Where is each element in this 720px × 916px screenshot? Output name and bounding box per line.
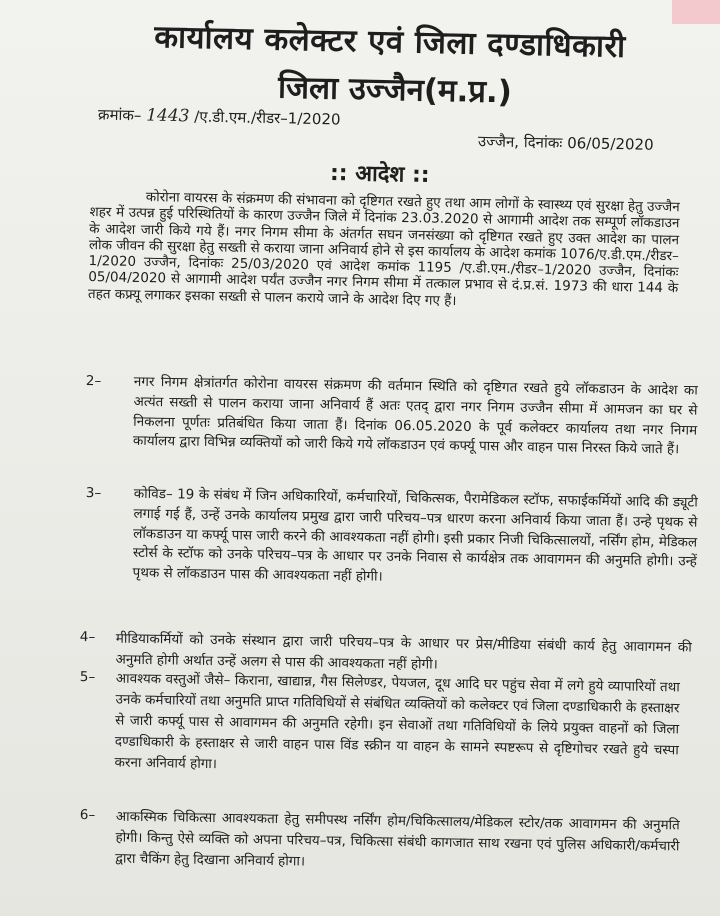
point-number: 2– xyxy=(85,372,102,390)
point-number: 6– xyxy=(79,806,96,824)
point-text: नगर निगम क्षेत्रांतर्गत कोरोना वायरस संक्रमण की वर्तमान स्थिति को दृष्टिगत रखते हुये लॉकडाउन के आदेश का अत्यंत सख्ती से पालन कराया जाना अनिवार्य हैं अतः एतद् द्वारा नगर निगम उज्जैन सीमा में आमजन का घर से निकलना पूर्णतः प्रतिबंधित किया जाता हैं। दिनांक 06.05.2020 के पूर्व कलेक्टर कार्यालय तथा नगर निगम कार्यालय द्वारा विभिन्न व्यक्तियों को जारी किये गये लॉकडाउन एवं कर्फ्यू पास और वाहन पास निरस्त किये जाते हैं। xyxy=(132,373,698,458)
point-number: 4– xyxy=(79,628,96,646)
office-header-line1: कार्यालय कलेक्टर एवं जिला दण्डाधिकारी xyxy=(153,19,627,65)
order-point-3 xyxy=(84,484,697,593)
reference-prefix: क्रमांक– xyxy=(97,105,142,125)
office-header-line2: जिला उज्जैन(म.प्र.) xyxy=(277,69,513,111)
point-text: कोविड– 19 के संबंध में जिन अधिकारियों, कर्मचारियों, चिकित्सक, पैरामेडिकल स्टॉफ, सफाईकर्मियों आदि की ड्यूटी लगाई गई हैं, उन्हें उनके कार्यालय प्रमुख द्वारा जारी परिचय–पत्र धारण करना अनिवार्य किया जाता हैं। उन्हे पृथक से लॉकडाउन या कर्फ्यू पास जारी करने की आवश्यकता नहीं होगी। इसी प्रकार निजी चिकित्सालयों, नर्सिंग होम, मेडिकल स्टोर्स के स्टॉफ को उनके परिचय–पत्र के आधार पर उनके निवास से कार्यक्षेत्र तक आवागमन की अनुमति होगी। उन्हें पृथक से लॉकडाउन पास की आवश्यकता नहीं होगी। xyxy=(132,485,698,585)
handwritten-order-number: 1443 xyxy=(145,105,190,127)
point-number: 5– xyxy=(79,668,96,686)
order-point-5 xyxy=(78,668,680,782)
point-text: आकस्मिक चिकित्सा आवश्यकता हेतु समीपस्थ नर्सिंग होम/चिकित्सालय/मेडिकल स्टोर/तक आवागमन की अनुमति होगी। किन्तु ऐसे व्यक्ति को अपना परिचय–पत्र, चिकित्सा संबंधी कागजात साथ रखना एवं पुलिस अधिकारी/कर्मचारी द्वारा चैकिंग हेतु दिखाना अनिवार्य होगा। xyxy=(115,808,680,870)
order-title: :: आदेश :: xyxy=(329,160,430,189)
point-number: 3– xyxy=(85,484,102,502)
order-point-6 xyxy=(79,806,680,878)
order-date: उज्जैन, दिनांकः 06/05/2020 xyxy=(477,132,654,154)
point-text: आवश्यक वस्तुओं जैसे– किराना, खाद्यान्न, गैस सिलेण्डर, पेयजल, दूध आदि घर पहुंच सेवा में लगे हुये व्यापारियों तथा उनके कर्मचारियों तथा अनुमति प्राप्त गतिविधियों से संबंधित व्यक्तियों को कलेक्टर एवं जिला दण्डाधिकारी के हस्ताक्षर से जारी कर्फ्यू पास से आवागमन की अनुमति रहेगी। इन सेवाओं तथा गतिविधियों के लिये प्रयुक्त वाहनों को जिला दण्डाधिकारी के हस्ताक्षर से जारी वाहन पास विंड स्क्रीन या वाहन के सामने स्पष्टरूप से दृष्टिगोचर रखते हुये चस्पा करना अनिवार्य होगा। xyxy=(114,670,680,773)
pink-corner-mark xyxy=(672,0,720,24)
order-point-2 xyxy=(85,372,698,461)
intro-paragraph: कोरोना वायरस के संक्रमण की संभावना को दृष्टिगत रखते हुए तथा आम लोगों के स्वास्थ्य एवं सुरक्षा हेतु उज्जैन शहर में उत्पन्न हुई परिस्थितियों के कारण उज्जैन जिले में दिनांक 23.03.2020 से आगामी आदेश तक सम्पूर्ण लॉकडाउन के आदेश जारी किये गये हैं। नगर निगम सीमा के अंतर्गत सघन जनसंख्या को दृष्टिगत रखते हुए उक्त आदेश का पालन लोक जीवन की सुरक्षा हेतु सख्ती से कराया जाना अनिवार्य होने से इस कार्यालय के आदेश कमांक 1076/ए.डी.एम./रीडर–1/2020 उज्जैन, दिनांकः 25/03/2020 एवं आदेश कमांक 1195 /ए.डी.एम./रीडर–1/2020 उज्जैन, दिनांकः 05/04/2020 से आगामी आदेश पर्यंत उज्जैन नगर निगम सीमा में तत्काल प्रभाव से दं.प्र.सं. 1973 की धारा 144 के तहत कफ्र्यू लगाकर इसका सख्ती से पालन कराये जाने के आदेश दिए गए हैं। xyxy=(87,189,680,309)
point-text: मीडियाकर्मियों को उनके संस्थान द्वारा जारी परिचय–पत्र के आधार पर प्रेस/मीडिया संबंधी कार्य हेतु आवागमन की अनुमति होगी अर्थात उन्हें अलग से पास की आवश्यकता नहीं होगी। xyxy=(115,630,692,673)
order-reference xyxy=(98,104,341,129)
reference-suffix: /ए.डी.एम./रीडर–1/2020 xyxy=(194,107,341,129)
